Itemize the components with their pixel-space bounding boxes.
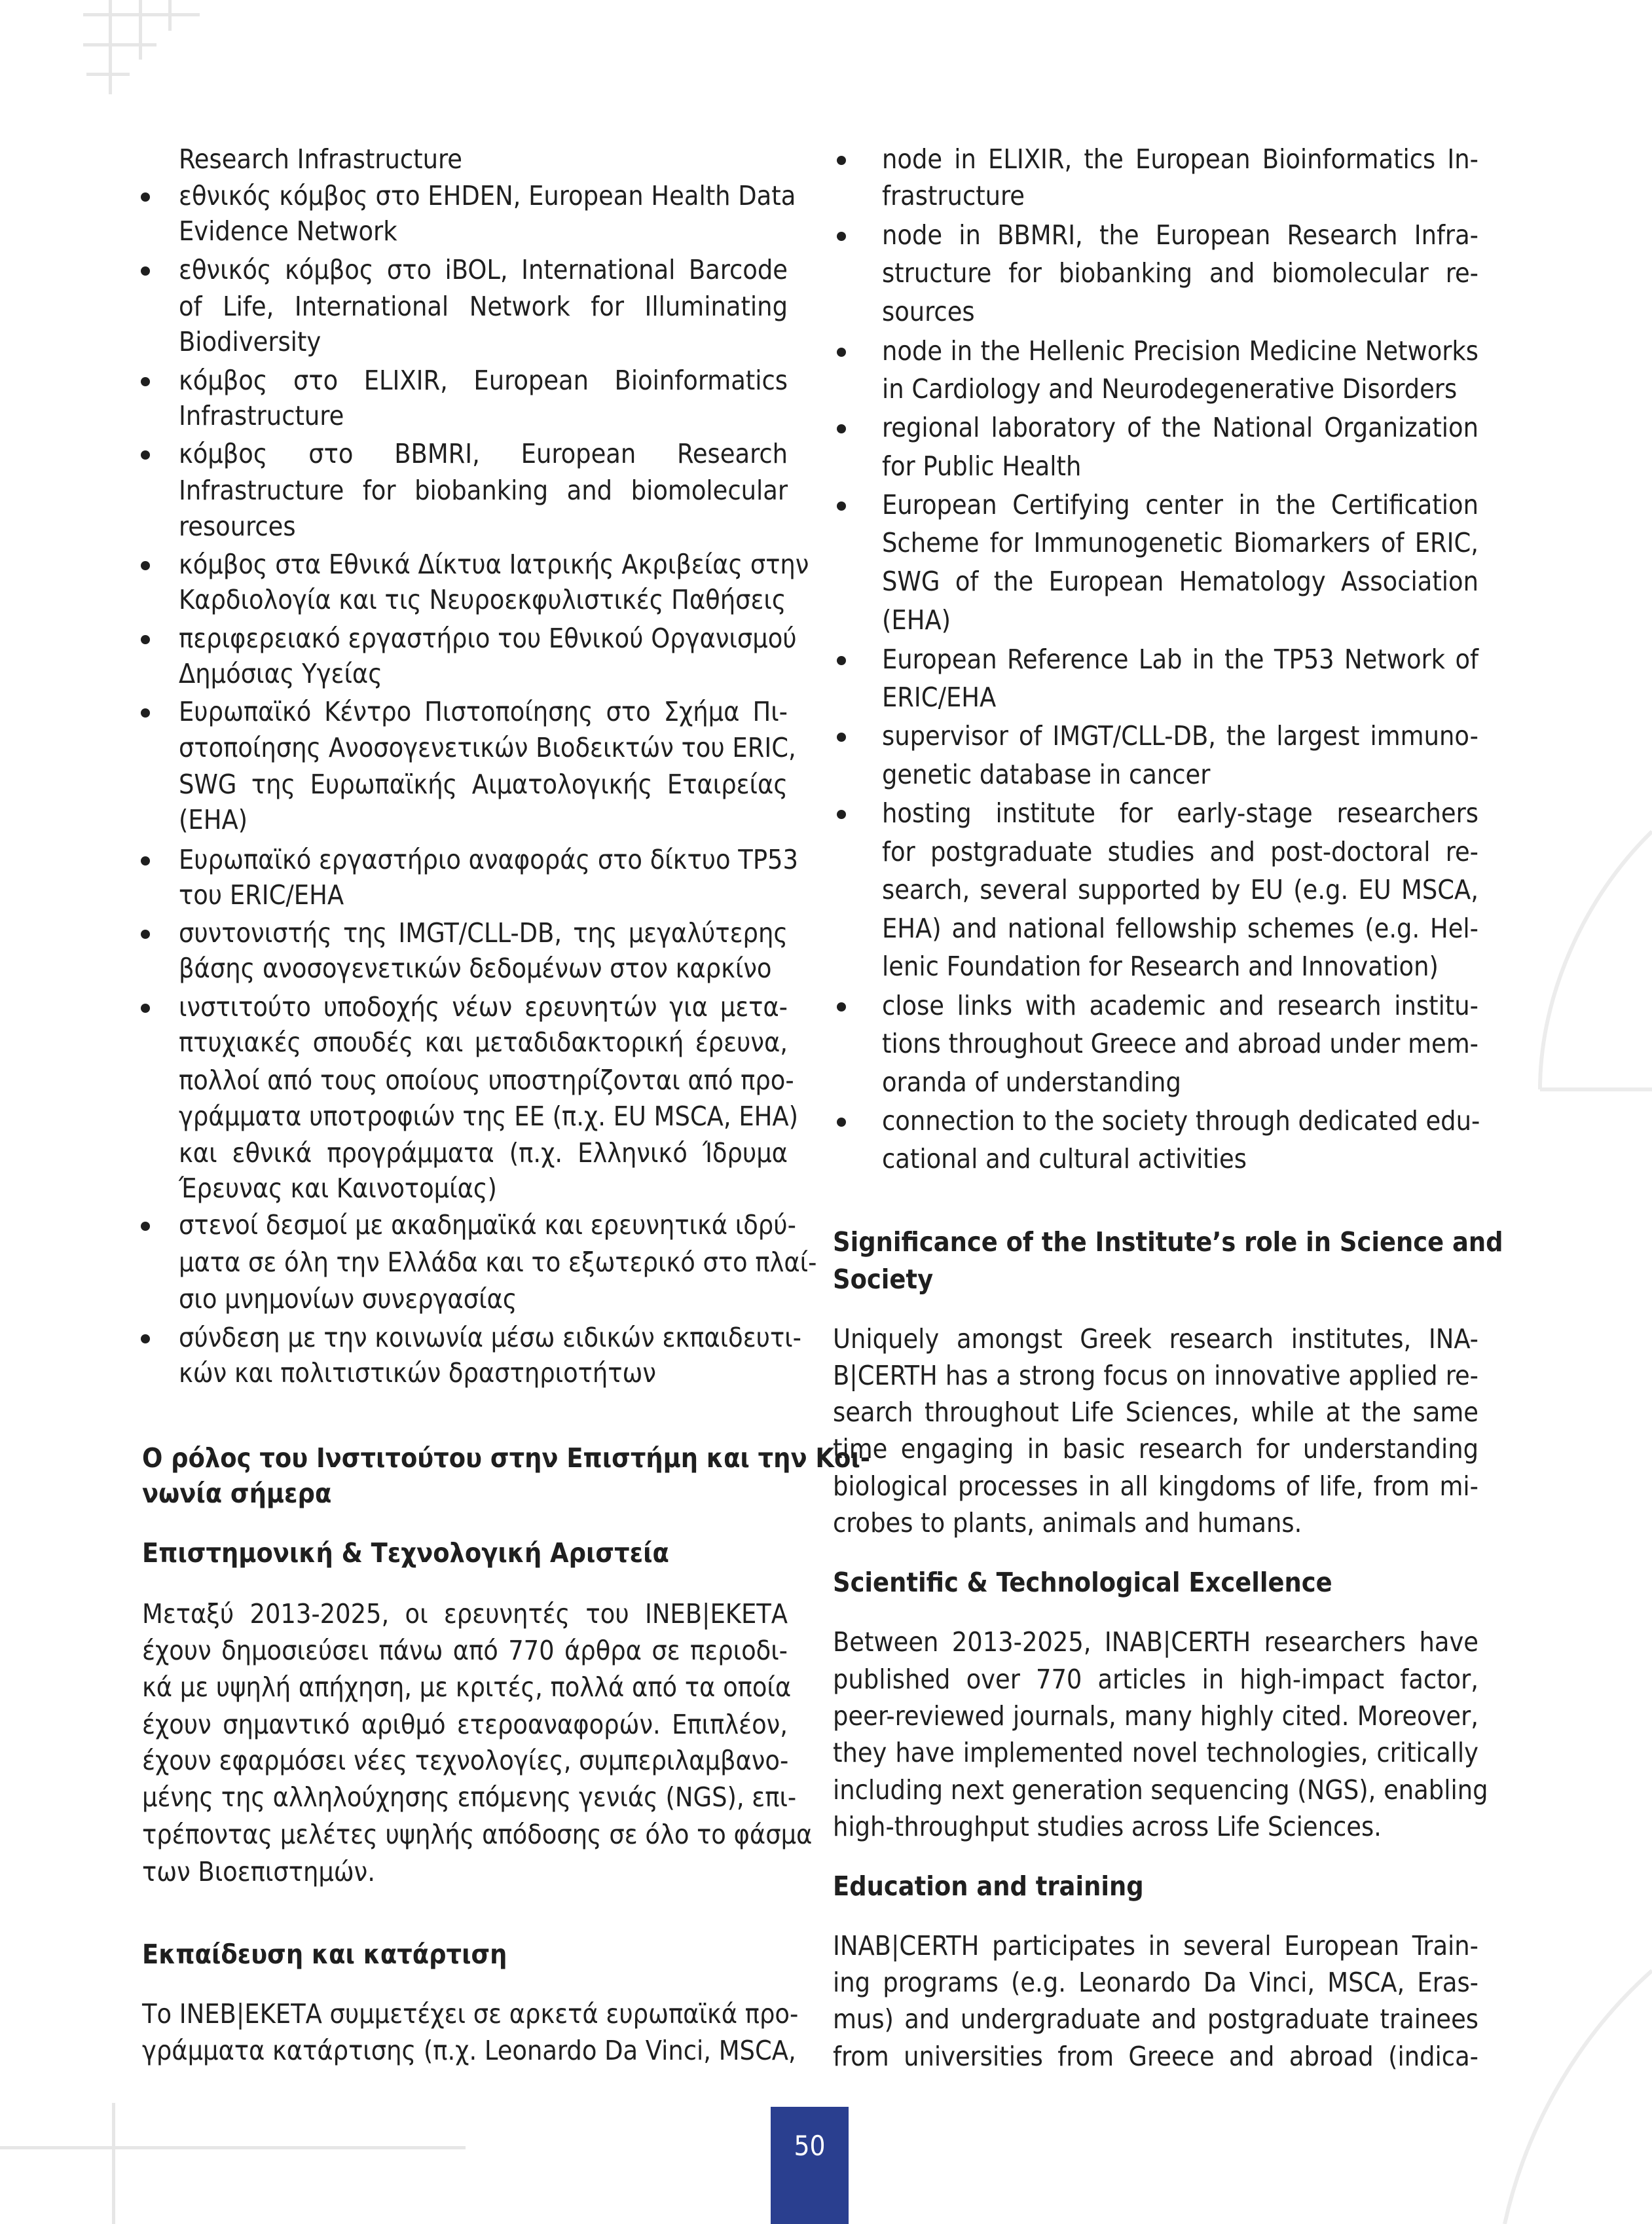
list-item-line: Ευρωπαϊκό εργαστήριο αναφοράς στο δίκτυο TP53: [179, 844, 798, 875]
bullet-icon: [837, 156, 846, 165]
section-heading-line: Εκπαίδευση και κατάρτιση: [142, 1939, 507, 1970]
text-line: και εθνικά προγράμματα (π.χ. Ελληνικό Ίδρυμα: [179, 1137, 788, 1169]
text-line: frastructure: [882, 180, 1025, 211]
bullet-icon: [141, 192, 150, 202]
list-item-line: hosting institute for early-stage researchers: [882, 797, 1478, 829]
page-number: 50: [794, 2130, 826, 2162]
list-item-line: regional laboratory of the National Organization: [882, 412, 1478, 443]
text-line: Research Infrastructure: [179, 143, 462, 175]
section-heading-line: Significance of the Institute’s role in Science and: [833, 1226, 1503, 1258]
text-line: πολλοί από τους οποίους υποστηρίζονται από προ-: [179, 1065, 794, 1096]
bullet-icon: [837, 656, 846, 665]
text-line: cational and cultural activities: [882, 1143, 1247, 1175]
list-item-line: συντονιστής της IMGT/CLL-DB, της μεγαλύτερης: [179, 917, 788, 949]
bullet-icon: [837, 348, 846, 357]
bullet-icon: [141, 377, 150, 386]
text-line: κών και πολιτιστικών δραστηριοτήτων: [179, 1357, 656, 1389]
bullet-icon: [141, 561, 150, 570]
text-line: του ERIC/EHA: [179, 879, 344, 911]
text-line: oranda of understanding: [882, 1066, 1181, 1098]
section-heading-line: Education and training: [833, 1870, 1144, 1902]
bullet-icon: [837, 501, 846, 511]
text-line: peer-reviewed journals, many highly cited. Moreover,: [833, 1700, 1478, 1732]
text-line: Scheme for Immunogenetic Biomarkers of ERIC,: [882, 527, 1478, 558]
arc-decoration-right-lower: [1499, 1958, 1652, 2224]
bullet-icon: [141, 266, 150, 276]
text-line: Between 2013-2025, INAB|CERTH researchers have: [833, 1626, 1478, 1658]
text-line: crobes to plants, animals and humans.: [833, 1507, 1302, 1539]
text-line: γράμματα υποτροφιών της ΕΕ (π.χ. EU MSCA, EHA): [179, 1101, 798, 1132]
list-item-line: node in ELIXIR, the European Bioinformatics In-: [882, 143, 1478, 175]
text-line: τρέποντας μελέτες υψηλής απόδοσης σε όλο το φάσμα: [142, 1819, 813, 1850]
text-line: κά με υψηλή απήχηση, με κριτές, πολλά από τα οποία: [142, 1671, 792, 1703]
bullet-icon: [837, 733, 846, 742]
bullet-icon: [141, 856, 150, 866]
text-line: έχουν σημαντικό αριθμό ετεροαναφορών. Επιπλέον,: [142, 1709, 788, 1740]
text-line: Uniquely amongst Greek research institutes, INA-: [833, 1323, 1478, 1355]
bullet-icon: [141, 1334, 150, 1343]
text-line: Μεταξύ 2013-2025, οι ερευνητές του ΙΝΕΒ|ΕΚΕΤΑ: [142, 1598, 788, 1630]
text-line: των Βιοεπιστημών.: [142, 1856, 375, 1887]
list-item-line: κόμβος στα Εθνικά Δίκτυα Ιατρικής Ακριβείας στην: [179, 549, 809, 580]
text-line: B|CERTH has a strong focus on innovative applied re-: [833, 1360, 1478, 1391]
text-line: INAB|CERTH participates in several European Train-: [833, 1930, 1478, 1961]
list-item-line: εθνικός κόμβος στο iBOL, International Barcode: [179, 254, 788, 285]
text-line: (EHA): [882, 604, 951, 636]
text-line: Καρδιολογία και τις Νευροεκφυλιστικές Παθήσεις: [179, 584, 786, 615]
text-line: στοποίησης Ανοσογενετικών Βιοδεικτών του ERIC,: [179, 732, 796, 763]
text-line: time engaging in basic research for understanding: [833, 1433, 1478, 1465]
text-line: for postgraduate studies and post-doctoral re-: [882, 836, 1478, 867]
text-line: in Cardiology and Neurodegenerative Disorders: [882, 373, 1458, 405]
text-line: published over 770 articles in high-impact factor,: [833, 1664, 1478, 1695]
bullet-icon: [141, 1004, 150, 1013]
list-item-line: European Certifying center in the Certification: [882, 489, 1478, 520]
text-line: γράμματα κατάρτισης (π.χ. Leonardo Da Vinci, MSCA,: [142, 2035, 796, 2066]
text-line: search, several supported by EU (e.g. EU MSCA,: [882, 874, 1478, 905]
text-line: structure for biobanking and biomolecular re-: [882, 257, 1478, 289]
text-line: έχουν δημοσιεύσει πάνω από 770 άρθρα σε περιοδι-: [142, 1635, 788, 1666]
text-line: ματα σε όλη την Ελλάδα και το εξωτερικό στο πλαί-: [179, 1247, 817, 1278]
section-heading-line: Επιστημονική & Τεχνολογική Αριστεία: [142, 1537, 669, 1569]
list-item-line: node in BBMRI, the European Research Infra-: [882, 219, 1478, 251]
list-item-line: Ευρωπαϊκό Κέντρο Πιστοποίησης στο Σχήμα Πι-: [179, 696, 788, 727]
bullet-icon: [837, 1002, 846, 1012]
text-line: έχουν εφαρμόσει νέες τεχνολογίες, συμπεριλαμβανο-: [142, 1745, 789, 1776]
section-heading-line: Ο ρόλος του Ινστιτούτου στην Επιστήμη και την Κοι-: [142, 1442, 871, 1474]
text-line: πτυχιακές σπουδές και μεταδιδακτορική έρευνα,: [179, 1027, 788, 1058]
text-line: ing programs (e.g. Leonardo Da Vinci, MSCA, Eras-: [833, 1967, 1478, 1998]
list-item-line: κόμβος στο ELIXIR, European Bioinformatics: [179, 365, 788, 396]
text-line: biological processes in all kingdoms of life, from mi-: [833, 1470, 1478, 1502]
text-line: SWG της Ευρωπαϊκής Αιματολογικής Εταιρείας: [179, 769, 788, 800]
bullet-icon: [837, 1118, 846, 1127]
text-line: genetic database in cancer: [882, 759, 1211, 790]
list-item-line: European Reference Lab in the TP53 Network of: [882, 644, 1478, 675]
list-item-line: connection to the society through dedicated edu-: [882, 1105, 1480, 1137]
text-line: SWG of the European Hematology Association: [882, 566, 1478, 597]
list-item-line: σύνδεση με την κοινωνία μέσω ειδικών εκπαιδευτι-: [179, 1322, 801, 1353]
list-item-line: supervisor of IMGT/CLL-DB, the largest immuno-: [882, 720, 1478, 752]
section-heading-line: Society: [833, 1264, 934, 1295]
text-line: of Life, International Network for Illuminating: [179, 291, 788, 322]
text-line: μένης της αλληλούχησης επόμενης γενιάς (NGS), επι-: [142, 1781, 797, 1813]
text-line: including next generation sequencing (NGS), enabling: [833, 1774, 1488, 1806]
text-line: for Public Health: [882, 450, 1082, 482]
bullet-icon: [141, 930, 150, 939]
text-line: they have implemented novel technologies, critically: [833, 1737, 1478, 1768]
text-line: σιο μνημονίων συνεργασίας: [179, 1283, 517, 1315]
text-line: βάσης ανοσογενετικών δεδομένων στον καρκίνο: [179, 953, 772, 984]
bullet-icon: [837, 810, 846, 819]
section-heading-line: νωνία σήμερα: [142, 1478, 332, 1509]
bullet-icon: [141, 1222, 150, 1231]
bullet-icon: [141, 450, 150, 460]
arc-decoration-right-upper: [1532, 825, 1652, 1093]
page-number-badge: [771, 2107, 849, 2224]
text-line: mus) and undergraduate and postgraduate trainees: [833, 2003, 1478, 2035]
list-item-line: περιφερειακό εργαστήριο του Εθνικού Οργανισμού: [179, 623, 797, 654]
bullet-icon: [141, 635, 150, 644]
list-item-line: κόμβος στο BBMRI, European Research: [179, 438, 788, 469]
text-line: Evidence Network: [179, 215, 397, 247]
text-line: (EHA): [179, 804, 248, 835]
section-heading-line: Scientific & Technological Excellence: [833, 1567, 1332, 1598]
bullet-icon: [837, 232, 846, 241]
text-line: search throughout Life Sciences, while at the same: [833, 1396, 1478, 1428]
bullet-icon: [141, 708, 150, 718]
text-line: Έρευνας και Καινοτομίας): [179, 1173, 497, 1204]
list-item-line: εθνικός κόμβος στο EHDEN, European Health Data: [179, 180, 796, 211]
text-line: from universities from Greece and abroad (indica-: [833, 2041, 1478, 2072]
text-line: lenic Foundation for Research and Innovation): [882, 951, 1439, 982]
text-line: Δημόσιας Υγείας: [179, 658, 382, 689]
text-line: EHA) and national fellowship schemes (e.g. Hel-: [882, 913, 1478, 944]
text-line: high-throughput studies across Life Sciences.: [833, 1811, 1382, 1842]
text-line: Infrastructure for biobanking and biomolecular: [179, 475, 788, 506]
bullet-icon: [837, 424, 846, 433]
list-item-line: close links with academic and research institu-: [882, 990, 1478, 1021]
list-item-line: ινστιτούτο υποδοχής νέων ερευνητών για μετα-: [179, 991, 788, 1023]
text-line: Το ΙΝΕΒ|ΕΚΕΤΑ συμμετέχει σε αρκετά ευρωπαϊκά προ-: [142, 1998, 799, 2030]
text-line: sources: [882, 296, 975, 327]
text-line: resources: [179, 511, 296, 542]
text-line: ERIC/EHA: [882, 682, 997, 713]
list-item-line: node in the Hellenic Precision Medicine Networks: [882, 335, 1478, 367]
text-line: Biodiversity: [179, 326, 321, 357]
text-line: tions throughout Greece and abroad under mem-: [882, 1028, 1478, 1059]
text-line: Infrastructure: [179, 400, 344, 431]
list-item-line: στενοί δεσμοί με ακαδημαϊκά και ερευνητικά ιδρύ-: [179, 1209, 796, 1241]
